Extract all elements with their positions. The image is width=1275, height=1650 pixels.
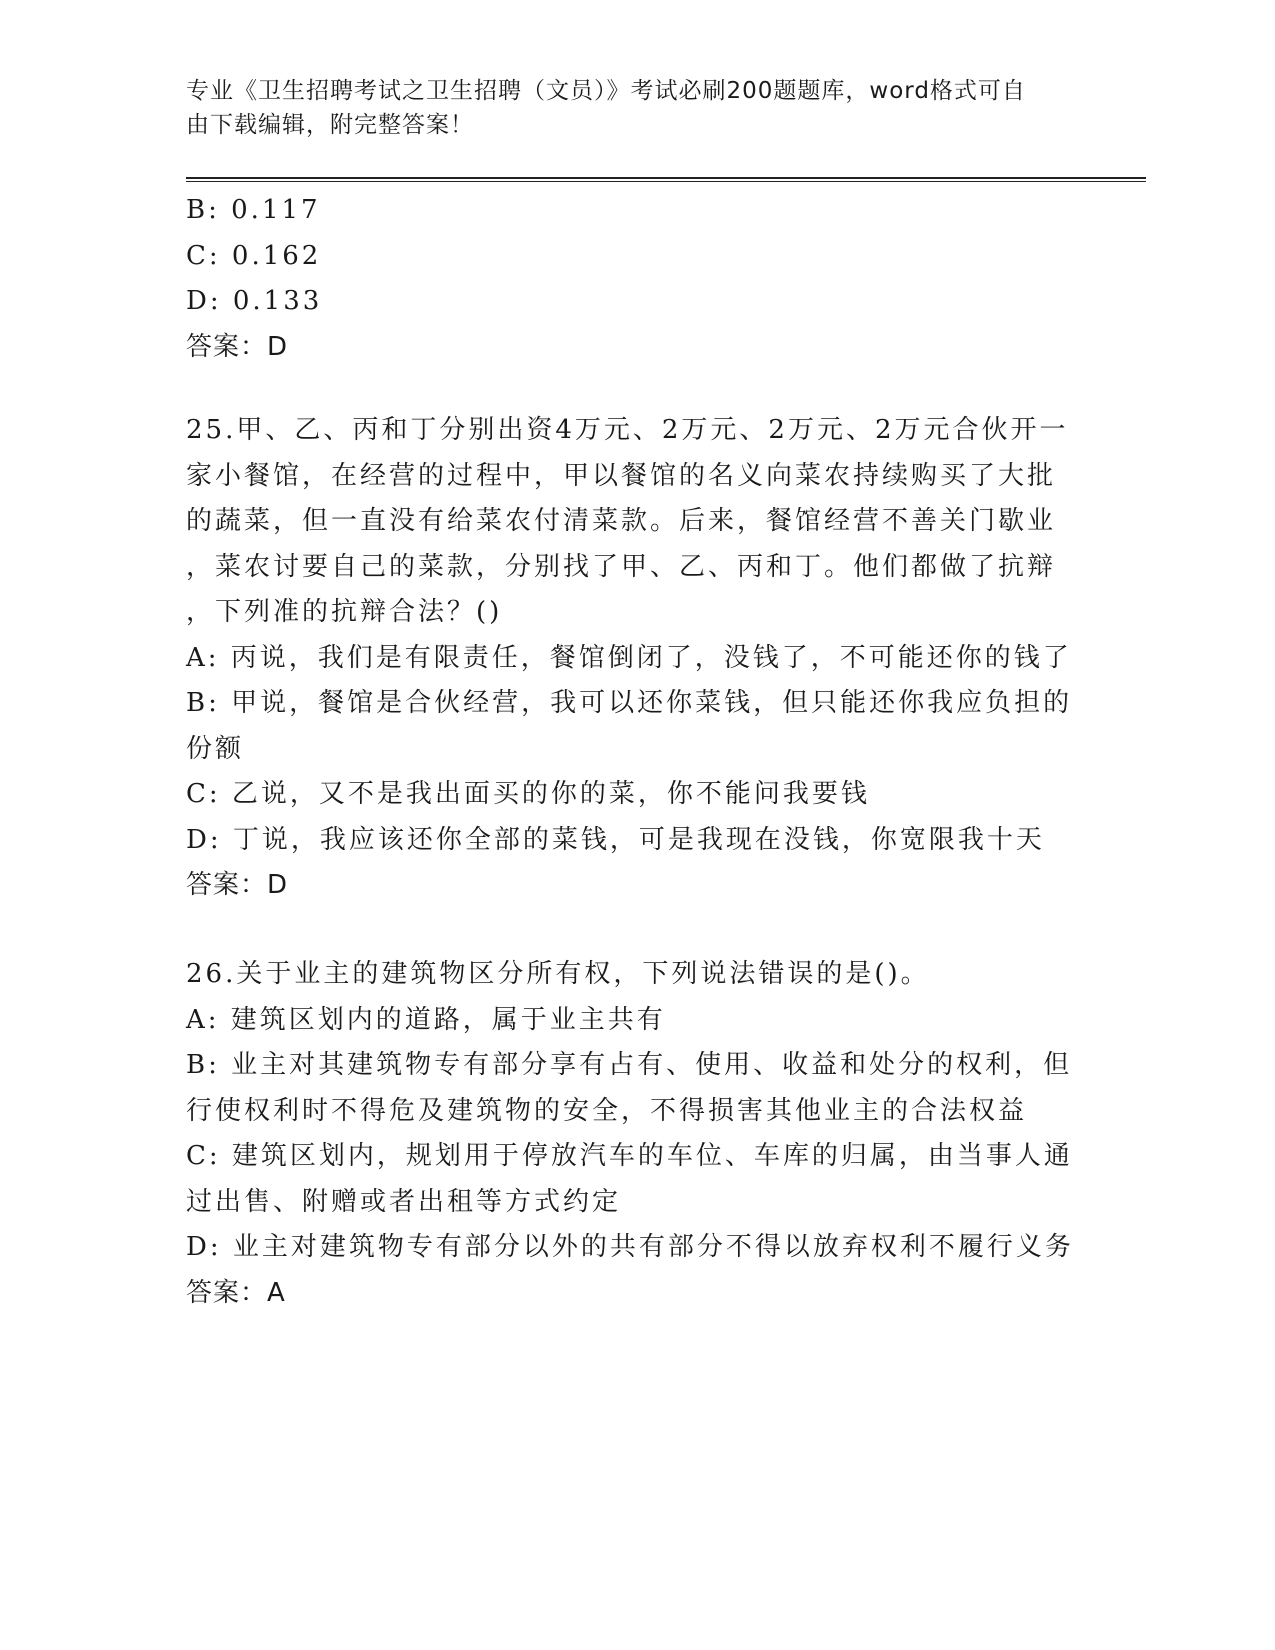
option-b: B: 甲说，餐馆是合伙经营，我可以还你菜钱，但只能还你我应负担的: [186, 688, 1073, 718]
question-26: [186, 952, 1086, 1316]
option-b: B: 业主对其建筑物专有部分享有占有、使用、收益和处分的权利，但: [186, 1050, 1073, 1080]
option-c: C: 0.162: [186, 240, 322, 271]
option-b: B: 0.117: [186, 195, 321, 225]
option-c: C: 建筑区划内，规划用于停放汽车的车位、车库的归属，由当事人通: [186, 1141, 1073, 1171]
page-header: [186, 74, 1066, 142]
option-c-continued: 过出售、附赠或者出租等方式约定: [186, 1186, 622, 1217]
question-stem-line: 25.甲、乙、丙和丁分别出资4万元、2万元、2万元、2万元合伙开一: [186, 415, 1069, 445]
question-stem-line: 26.关于业主的建筑物区分所有权，下列说法错误的是()。: [186, 959, 930, 989]
option-b-continued: 份额: [186, 733, 245, 764]
question-stem-line: 的蔬菜，但一直没有给菜农付清菜款。后来，餐馆经营不善关门歇业: [186, 506, 1057, 536]
question-stem-line: ，下列准的抗辩合法？(): [186, 597, 503, 627]
answer-line: 答案：D: [186, 331, 289, 362]
answer-line: 答案：D: [186, 870, 289, 900]
option-c: C: 乙说，又不是我出面买的你的菜，你不能问我要钱: [186, 779, 870, 809]
answer-line: 答案：A: [186, 1277, 286, 1308]
header-line: 由下载编辑，附完整答案！: [186, 112, 474, 138]
question-stem-line: ，菜农讨要自己的菜款，分别找了甲、乙、丙和丁。他们都做了抗辩: [186, 551, 1057, 582]
option-a: A: 丙说，我们是有限责任，餐馆倒闭了，没钱了，不可能还你的钱了: [186, 642, 1072, 673]
header-line: 专业《卫生招聘考试之卫生招聘（文员）》考试必刷200题题库，word格式可自: [186, 78, 1026, 104]
header-divider: [186, 177, 1146, 182]
question-stem-line: 家小餐馆，在经营的过程中，甲以餐馆的名义向菜农持续购买了大批: [186, 460, 1057, 491]
option-d: D: 丁说，我应该还你全部的菜钱，可是我现在没钱，你宽限我十天: [186, 824, 1045, 855]
prev-question-block: [186, 188, 1086, 370]
question-25: [186, 408, 1086, 909]
option-d: D: 0.133: [186, 286, 323, 316]
option-a: A: 建筑区划内的道路，属于业主共有: [186, 1004, 666, 1035]
option-b-continued: 行使权利时不得危及建筑物的安全，不得损害其他业主的合法权益: [186, 1095, 1028, 1126]
option-d: D: 业主对建筑物专有部分以外的共有部分不得以放弃权利不履行义务: [186, 1232, 1074, 1262]
